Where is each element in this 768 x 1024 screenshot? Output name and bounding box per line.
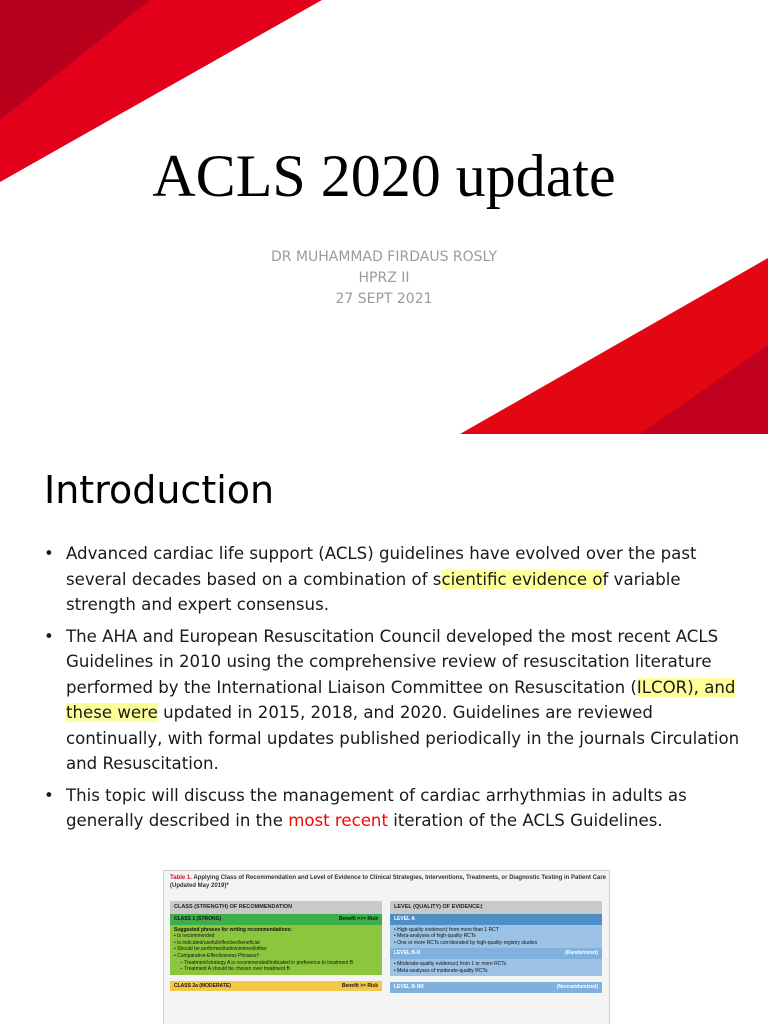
evidence-item: • Meta-analyses of high-quality RCTs (394, 933, 476, 940)
phrases-heading: Suggested phrases for writing recommendations: (174, 926, 293, 933)
table-caption-text: Applying Class of Recommendation and Level of Evidence to Clinical Strategies, Interventions, Treatments, or Diagnostic Testing in Patient Care (Updated May 2019)* (170, 875, 607, 889)
level-br-items (390, 959, 602, 976)
bullet-text: This topic will discuss the management of cardiac arrhythmias in adults as generally described in the (66, 785, 687, 830)
title-slide (0, 0, 768, 434)
class1-row (170, 914, 382, 925)
level-br-note: (Randomized) (564, 950, 598, 957)
class1-benefit: Benefit >>> Risk (338, 916, 378, 922)
phrase-item: • Should be performed/administered/other (174, 946, 267, 953)
affiliation: HPRZ II (358, 270, 410, 286)
table-caption (170, 874, 606, 890)
evidence-item: • One or more RCTs corroborated by high-quality registry studies (394, 939, 538, 946)
level-br-row (390, 948, 602, 959)
class-header: CLASS (STRENGTH) OF RECOMMENDATION (170, 901, 382, 914)
level-a-items (390, 925, 602, 949)
class2a-benefit: Benefit >> Risk (341, 982, 378, 989)
highlighted-text: ILCOR), and these were (66, 677, 736, 722)
introduction-slide (0, 434, 768, 1024)
bullet-dot-icon: • (44, 626, 54, 646)
class-column (170, 901, 382, 991)
level-bnr-row (390, 982, 602, 993)
bullet-dot-icon: • (44, 785, 54, 805)
class1-label: CLASS 1 (STRONG) (174, 916, 222, 922)
class1-phrases (170, 925, 382, 975)
bullet-list (44, 541, 744, 840)
level-br-label: LEVEL B-R (394, 950, 421, 957)
presentation-title: ACLS 2020 update (152, 143, 616, 209)
bullet-dot-icon: • (44, 544, 54, 563)
table-label: Table 1. (170, 875, 192, 881)
bullet-text: updated in 2015, 2018, and 2020. Guidelines are reviewed continually, with formal updates published periodically in the journals Circulation and Resuscitation. (66, 703, 740, 773)
sub-phrase-item: – Treatment/strategy A is recommended/indicated in preference to treatment B (180, 959, 354, 966)
level-bnr-note: (Nonrandomized) (556, 984, 598, 991)
bullet-item (44, 624, 744, 777)
presenter-info (0, 247, 768, 310)
phrase-item: • Is recommended (174, 933, 215, 940)
bullet-text: iteration of the ACLS Guidelines. (387, 811, 663, 830)
bullet-text: Advanced cardiac life support (ACLS) guidelines have evolved over the past several decades based on a combination of s (66, 544, 697, 589)
sub-phrase-item: – Treatment A should be chosen over treatment B (180, 966, 290, 973)
bullet-text: f variable strength and expert consensus. (66, 569, 681, 614)
evidence-item: • High-quality evidence‡ from more than 1 RCT (394, 926, 499, 933)
presentation-date: 27 SEPT 2021 (335, 291, 433, 307)
author-name: DR MUHAMMAD FIRDAUS ROSLY (270, 249, 498, 265)
phrase-item: • Is indicated/useful/effective/beneficial (174, 939, 260, 946)
evidence-item: • Meta-analyses of moderate-quality RCTs (394, 967, 488, 974)
class2a-label: CLASS 2a (MODERATE) (174, 982, 231, 989)
emphasis-text: most recent (288, 811, 388, 830)
slide-title: Introduction (44, 468, 275, 512)
bullet-item (44, 541, 744, 618)
level-bnr-label: LEVEL B-NR (394, 984, 424, 991)
bullet-text: The AHA and European Resuscitation Council developed the most recent ACLS Guidelines in 2010 using the comprehensive review of resuscitation literature performed by the International Liaison Committee on Resuscitation ( (66, 626, 719, 697)
evidence-item: • Moderate-quality evidence‡ from 1 or more RCTs (394, 960, 507, 967)
level-a-label: LEVEL A (390, 914, 602, 925)
recommendation-table-image (163, 870, 610, 1024)
phrase-item: • Comparative-Effectiveness Phrases†: (174, 952, 261, 959)
slide-decoration (0, 0, 768, 434)
bullet-item (44, 783, 744, 834)
highlighted-text: cientific evidence o (441, 569, 603, 589)
evidence-column (390, 901, 602, 993)
evidence-header: LEVEL (QUALITY) OF EVIDENCE‡ (390, 901, 602, 914)
class2a-row (170, 981, 382, 992)
